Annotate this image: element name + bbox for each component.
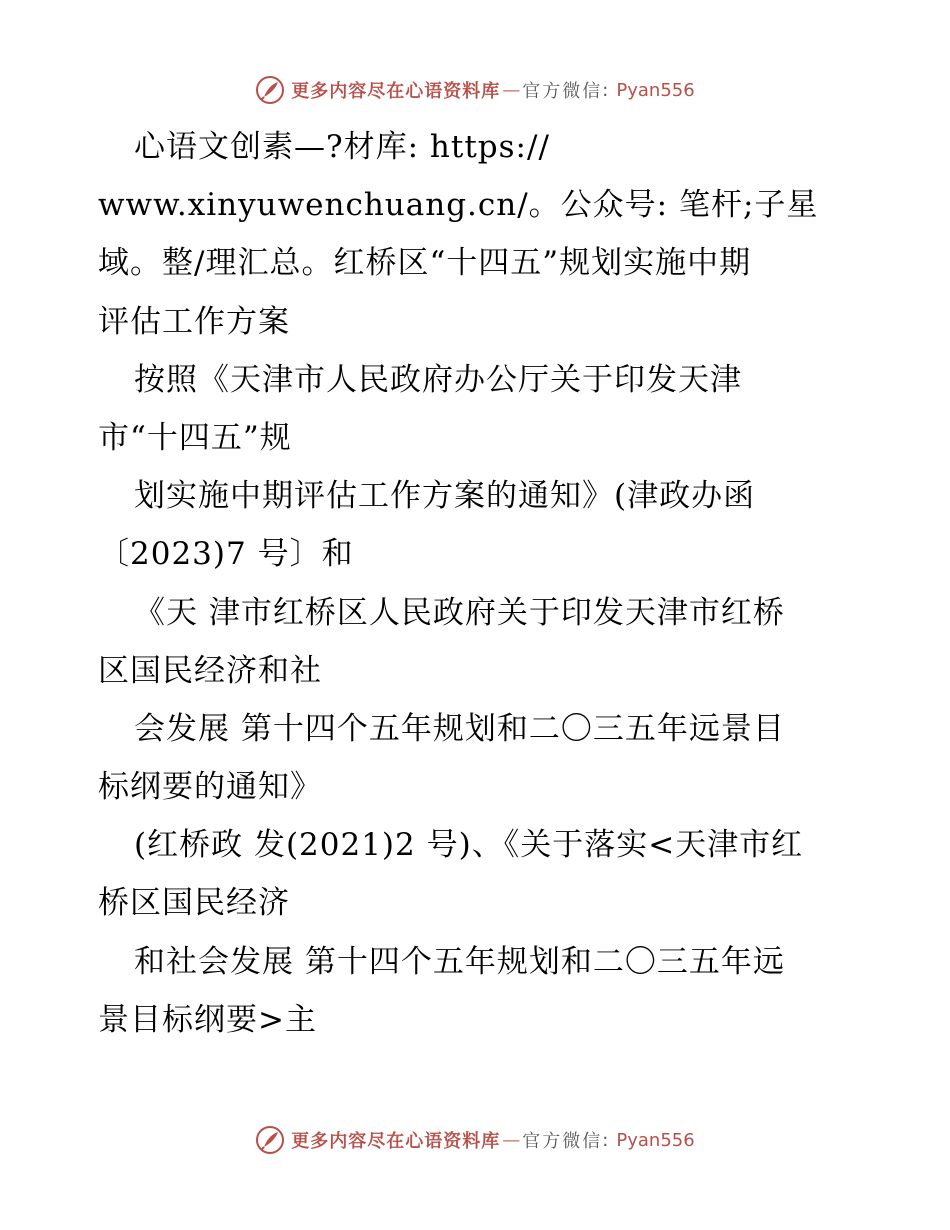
text-line: 桥区国民经济 — [98, 885, 290, 922]
feather-pen-icon — [255, 1125, 285, 1155]
text-line: 区国民经济和社 — [98, 652, 322, 689]
text-line: www.xinyuwenchuang.cn/。公众号: 笔杆;子星 — [98, 187, 819, 224]
watermark-id: Pyan556 — [616, 79, 695, 101]
text-line: 景目标纲要>主 — [98, 1001, 317, 1038]
text-line: 划实施中期评估工作方案的通知》(津政办函 — [134, 478, 756, 515]
text-line: 评估工作方案 — [98, 303, 290, 340]
header-watermark — [0, 70, 950, 110]
text-line: 域。整/理汇总。红桥区“十四五”规划实施中期 — [98, 245, 752, 282]
watermark-label: 官方微信 — [522, 1131, 603, 1152]
text-line: 心语文创素—?材库: https:// — [134, 129, 550, 165]
watermark-brand: 更多内容尽在心语资料库 — [291, 81, 501, 102]
text-line: (红桥政 发(2021)2 号)、《关于落实<天津市红 — [134, 827, 804, 864]
text-line: 〔2023)7 号〕和 — [98, 536, 354, 573]
watermark-separator: — — [502, 1129, 521, 1151]
text-line: 市“十四五”规 — [98, 419, 292, 456]
document-body — [98, 118, 858, 1049]
text-line: 和社会发展 第十四个五年规划和二〇三五年远 — [134, 943, 785, 980]
watermark-colon: : — [602, 79, 609, 101]
watermark-separator: — — [502, 79, 521, 101]
watermark-brand: 更多内容尽在心语资料库 — [291, 1131, 501, 1152]
watermark-id: Pyan556 — [616, 1129, 695, 1151]
watermark-label: 官方微信 — [522, 81, 603, 102]
watermark-colon: : — [602, 1129, 609, 1151]
text-line: 会发展 第十四个五年规划和二〇三五年远景目 — [134, 710, 785, 747]
text-line: 标纲要的通知》 — [98, 769, 322, 806]
text-line: 按照《天津市人民政府办公厅关于印发天津 — [134, 361, 742, 398]
feather-pen-icon — [255, 75, 285, 105]
text-line: 《天 津市红桥区人民政府关于印发天津市红桥 — [134, 594, 785, 631]
footer-watermark — [0, 1120, 950, 1160]
